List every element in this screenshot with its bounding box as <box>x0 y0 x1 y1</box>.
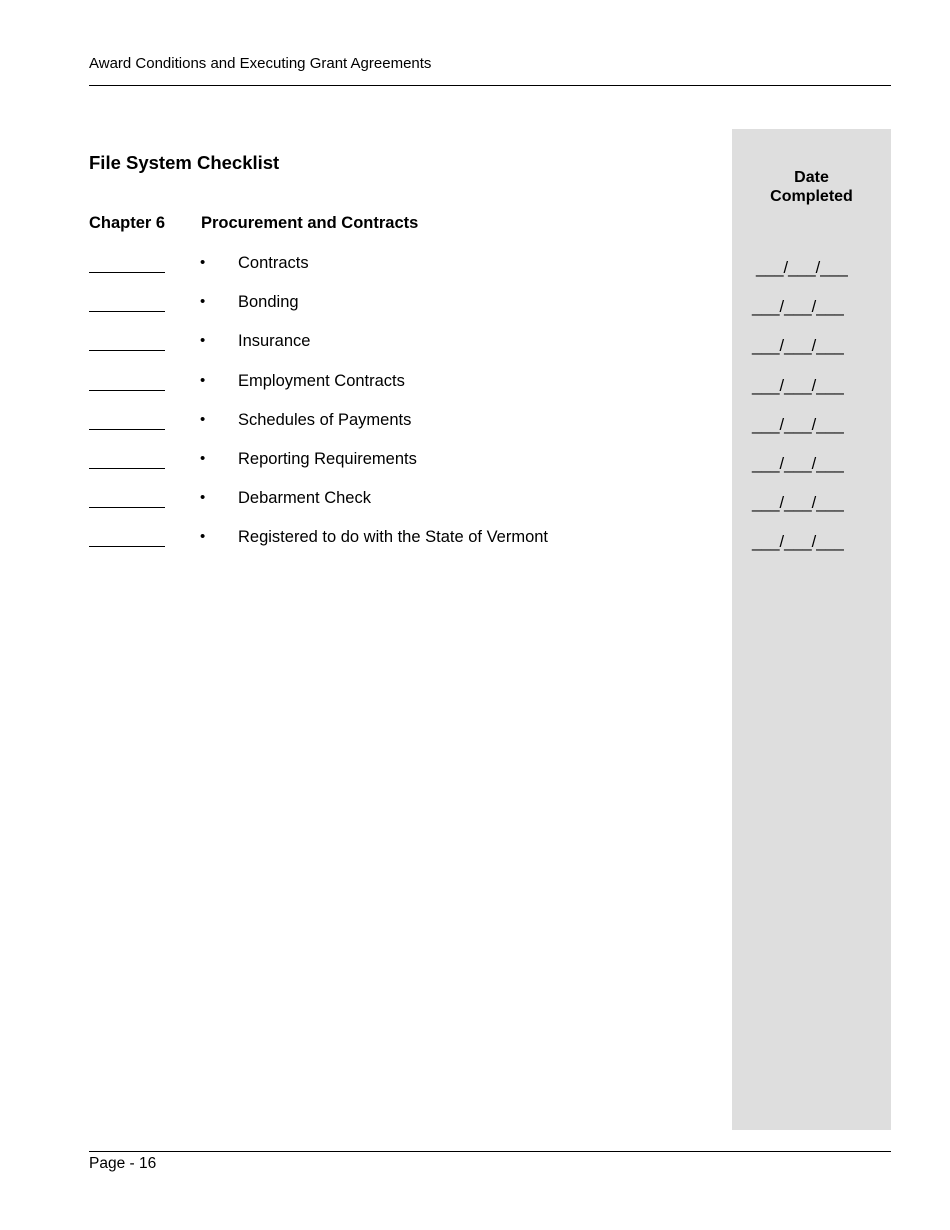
item-label: Debarment Check <box>238 489 371 507</box>
check-blank[interactable] <box>89 350 165 351</box>
page-number: Page - 16 <box>89 1155 157 1172</box>
check-blank[interactable] <box>89 429 165 430</box>
date-blank[interactable]: ___/___/___ <box>752 416 844 434</box>
item-label: Reporting Requirements <box>238 450 417 468</box>
checklist-item <box>0 528 950 558</box>
bullet-icon: • <box>200 293 206 310</box>
date-blank[interactable]: ___/___/___ <box>752 494 844 512</box>
date-blank[interactable]: ___/___/___ <box>752 455 844 473</box>
bullet-icon: • <box>200 254 206 271</box>
check-blank[interactable] <box>89 468 165 469</box>
check-blank[interactable] <box>89 272 165 273</box>
chapter-label: Chapter 6 <box>89 214 166 232</box>
item-label: Schedules of Payments <box>238 411 412 429</box>
item-label: Registered to do with the State of Vermont <box>238 528 549 546</box>
chapter-title: Procurement and Contracts <box>201 214 419 232</box>
check-blank[interactable] <box>89 507 165 508</box>
date-blank[interactable]: ___/___/___ <box>752 377 844 395</box>
checklist-item <box>0 332 950 362</box>
bullet-icon: • <box>200 489 206 506</box>
checklist-item <box>0 489 950 519</box>
bullet-icon: • <box>200 528 206 545</box>
checklist-item <box>0 293 950 323</box>
bullet-icon: • <box>200 450 206 467</box>
date-blank[interactable]: ___/___/___ <box>752 298 844 316</box>
check-blank[interactable] <box>89 390 165 391</box>
date-blank[interactable]: ___/___/___ <box>752 337 844 355</box>
checklist-item <box>0 411 950 441</box>
item-label: Bonding <box>238 293 299 311</box>
header-divider <box>89 85 891 86</box>
date-header-line1: Date <box>794 169 829 186</box>
checklist-item <box>0 254 950 284</box>
check-blank[interactable] <box>89 311 165 312</box>
page-title: File System Checklist <box>89 152 280 173</box>
checklist-item <box>0 372 950 402</box>
date-completed-header <box>732 168 891 206</box>
date-header-line2: Completed <box>770 188 853 205</box>
item-label: Insurance <box>238 332 311 350</box>
item-label: Employment Contracts <box>238 372 405 390</box>
bullet-icon: • <box>200 411 206 428</box>
header-title: Award Conditions and Executing Grant Agreements <box>89 55 432 72</box>
date-blank[interactable]: ___/___/___ <box>752 533 844 551</box>
bullet-icon: • <box>200 332 206 349</box>
item-label: Contracts <box>238 254 309 272</box>
bullet-icon: • <box>200 372 206 389</box>
footer-divider <box>89 1151 891 1152</box>
date-blank[interactable]: ___/___/___ <box>756 259 848 277</box>
checklist-item <box>0 450 950 480</box>
check-blank[interactable] <box>89 546 165 547</box>
